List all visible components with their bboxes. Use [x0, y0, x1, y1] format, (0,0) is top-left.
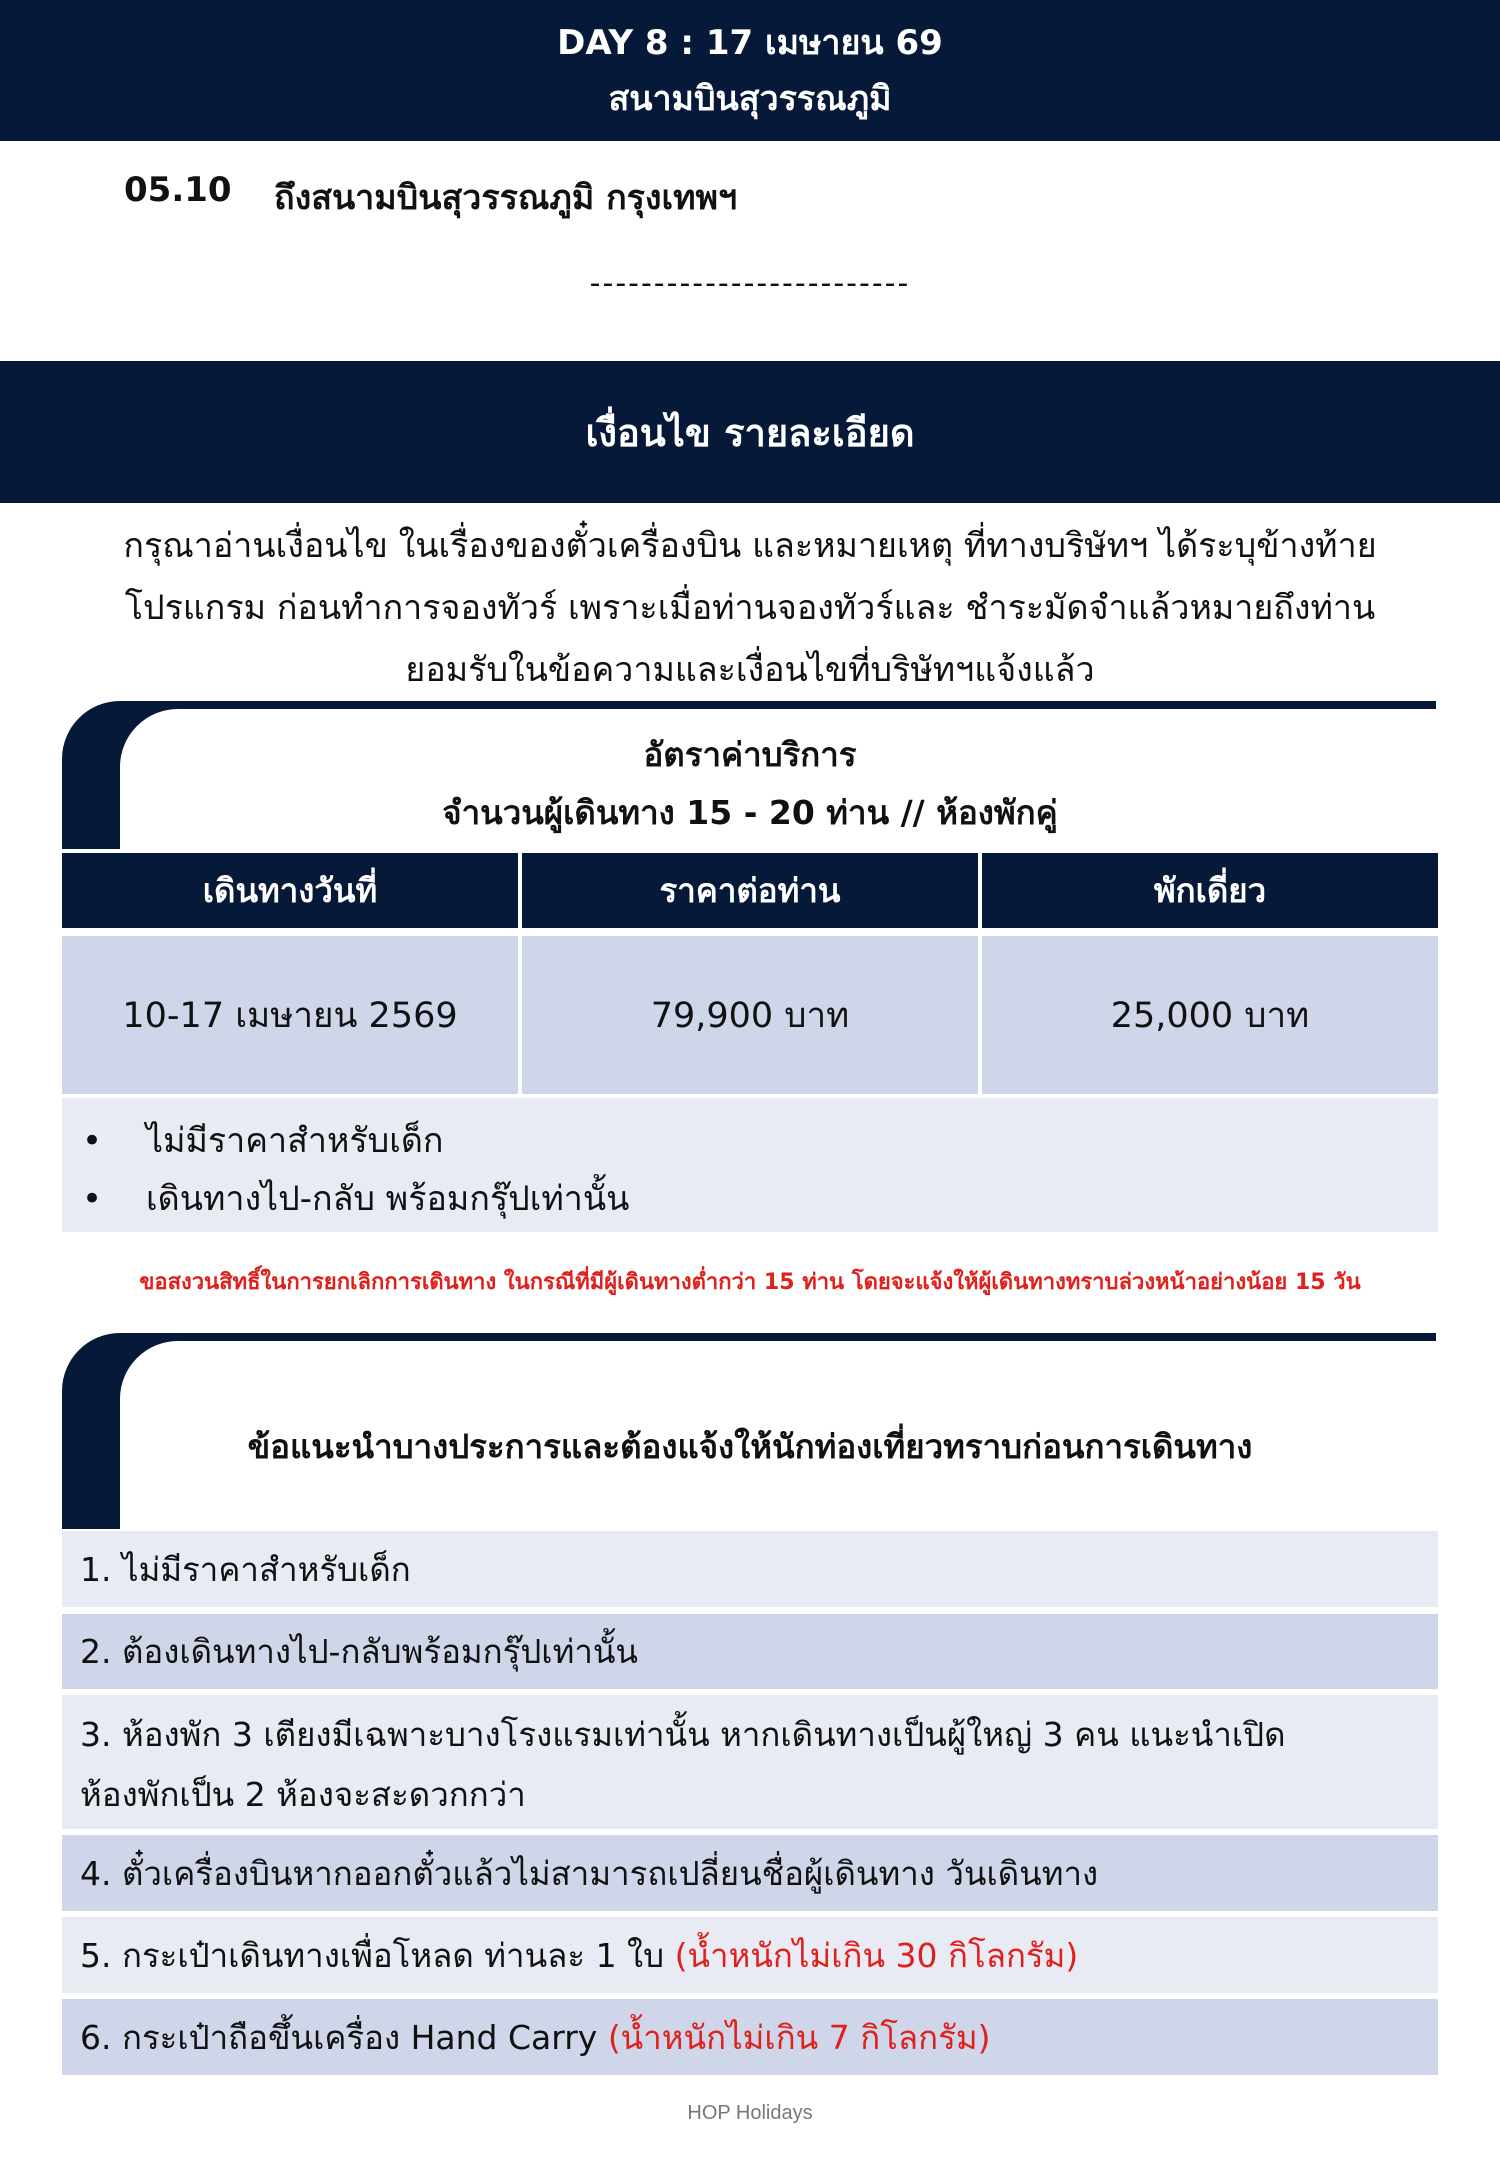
- day-title: DAY 8 : 17 เมษายน 69: [557, 22, 943, 63]
- footer-brand: HOP Holidays: [687, 2102, 813, 2124]
- note-text: ไม่มีราคาสำหรับเด็ก: [146, 1121, 444, 1161]
- itinerary-row: [124, 170, 737, 224]
- cell-single-room: 25,000 บาท: [982, 936, 1438, 1094]
- advice-item-1: [62, 1531, 1438, 1607]
- advice-text: ห้องพักเป็น 2 ห้องจะสะดวกกว่า: [80, 1775, 526, 1814]
- header-single-room: พักเดี่ยว: [982, 853, 1438, 928]
- advice-weight-limit: (น้ำหนักไม่เกิน 30 กิโลกรัม): [674, 1935, 1079, 1975]
- rates-table-header: [62, 853, 1438, 928]
- table-row: [62, 936, 1438, 1094]
- cancellation-warning: ขอสงวนสิทธิ์ในการยกเลิกการเดินทาง ในกรณีที่มีผู้เดินทางต่ำกว่า 15 ท่าน โดยจะแจ้งให้ผู้เดินทางทราบล่วงหน้าอย่างน้อย 15 วัน: [139, 1270, 1361, 1295]
- rates-notes: [62, 1098, 1438, 1232]
- advice-weight-limit: (น้ำหนักไม่เกิน 7 กิโลกรัม): [607, 2017, 991, 2057]
- advice-text: 4. ตั๋วเครื่องบินหากออกตั๋วแล้วไม่สามารถเปลี่ยนชื่อผู้เดินทาง วันเดินทาง: [80, 1853, 1099, 1893]
- advice-text: 5. กระเป๋าเดินทางเพื่อโหลด ท่านละ 1 ใบ: [80, 1935, 675, 1975]
- advice-title: ข้อแนะนำบางประการและต้องแจ้งให้นักท่องเที่ยวทราบก่อนการเดินทาง: [247, 1427, 1253, 1466]
- header-price-per-person: ราคาต่อท่าน: [522, 853, 978, 928]
- bullet-icon: •: [82, 1179, 103, 1219]
- conditions-title: เงื่อนไข รายละเอียด: [585, 410, 915, 455]
- advice-item-2: [62, 1614, 1438, 1689]
- advice-item-4: [62, 1835, 1438, 1911]
- advice-text: 1. ไม่มีราคาสำหรับเด็ก: [80, 1549, 411, 1589]
- intro-paragraph: [40, 515, 1460, 701]
- day-location: สนามบินสุวรรณภูมิ: [608, 78, 892, 119]
- rates-subtitle: จำนวนผู้เดินทาง 15 - 20 ท่าน // ห้องพักคู่: [442, 793, 1058, 832]
- list-item: [82, 1112, 1438, 1170]
- header-travel-date: เดินทางวันที่: [62, 853, 518, 928]
- advice-item-5: [62, 1917, 1438, 1993]
- rates-title: อัตราค่าบริการ: [643, 735, 857, 774]
- list-item: [82, 1170, 1438, 1228]
- intro-line-3: ยอมรับในข้อความและเงื่อนไขที่บริษัทฯแจ้งแล้ว: [405, 650, 1095, 690]
- advice-item-3: [62, 1695, 1438, 1829]
- advice-item-6: [62, 1999, 1438, 2075]
- intro-line-2: โปรแกรม ก่อนทำการจองทัวร์ เพราะเมื่อท่านจองทัวร์และ ชำระมัดจำแล้วหมายถึงท่าน: [124, 588, 1376, 628]
- itinerary-text: ถึงสนามบินสุวรรณภูมิ กรุงเทพฯ: [274, 178, 738, 218]
- advice-text: 2. ต้องเดินทางไป-กลับพร้อมกรุ๊ปเท่านั้น: [80, 1632, 638, 1671]
- advice-text: 6. กระเป๋าถือขึ้นเครื่อง Hand Carry: [80, 2017, 608, 2057]
- cell-travel-date: 10-17 เมษายน 2569: [62, 936, 518, 1094]
- conditions-header: [0, 361, 1500, 503]
- note-text: เดินทางไป-กลับ พร้อมกรุ๊ปเท่านั้น: [146, 1179, 630, 1219]
- intro-line-1: กรุณาอ่านเงื่อนไข ในเรื่องของตั๋วเครื่องบิน และหมายเหตุ ที่ทางบริษัทฯ ได้ระบุข้างท้าย: [123, 526, 1377, 566]
- advice-text: 3. ห้องพัก 3 เตียงมีเฉพาะบางโรงแรมเท่านั้น หากเดินทางเป็นผู้ใหญ่ 3 คน แนะนำเปิด: [80, 1715, 1286, 1754]
- separator: -------------------------: [589, 266, 911, 301]
- cell-price-per-person: 79,900 บาท: [522, 936, 978, 1094]
- day-header: [0, 0, 1500, 141]
- bullet-icon: •: [82, 1121, 103, 1161]
- itinerary-time: 05.10: [124, 170, 232, 210]
